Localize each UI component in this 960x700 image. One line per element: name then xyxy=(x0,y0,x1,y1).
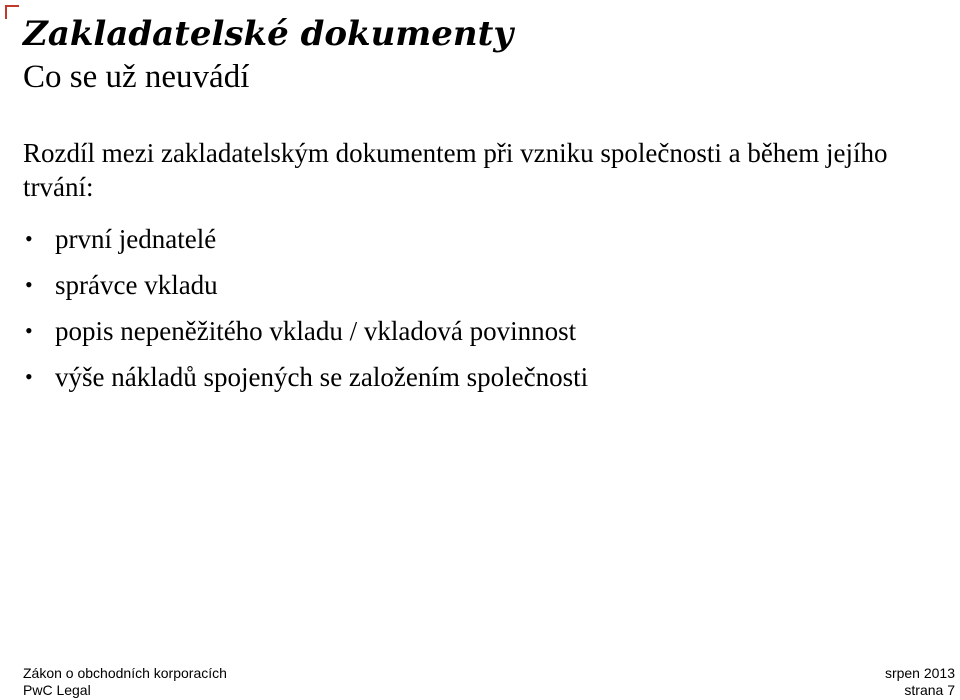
bullet-text: výše nákladů spojených se založením společnosti xyxy=(55,362,589,392)
bullet-icon: • xyxy=(25,226,33,251)
bullet-icon: • xyxy=(25,364,33,389)
footer-page-number: strana 7 xyxy=(904,682,955,698)
bullet-item xyxy=(23,266,588,312)
bullet-text: správce vkladu xyxy=(55,270,218,300)
footer-date: srpen 2013 xyxy=(884,665,955,681)
footer-company: PwC Legal xyxy=(23,682,91,698)
bullet-icon: • xyxy=(25,272,33,297)
bullet-item xyxy=(23,312,588,358)
bullet-item xyxy=(23,220,588,266)
footer-document-name: Zákon o obchodních korporacích xyxy=(23,665,227,681)
bullet-text: první jednatelé xyxy=(55,224,217,254)
footer-left xyxy=(23,665,227,699)
intro-paragraph: Rozdíl mezi zakladatelským dokumentem při vzniku společnosti a během jejího trvání: xyxy=(23,138,888,202)
footer-right xyxy=(885,665,955,699)
slide-title: Zakladatelské dokumenty xyxy=(23,14,514,54)
bullet-list xyxy=(23,220,588,404)
corner-accent-mark xyxy=(5,5,19,19)
bullet-item xyxy=(23,358,588,404)
slide-subtitle: Co se už neuvádí xyxy=(23,59,250,95)
bullet-icon: • xyxy=(25,318,33,343)
bullet-text: popis nepeněžitého vkladu / vkladová povinnost xyxy=(55,316,577,346)
